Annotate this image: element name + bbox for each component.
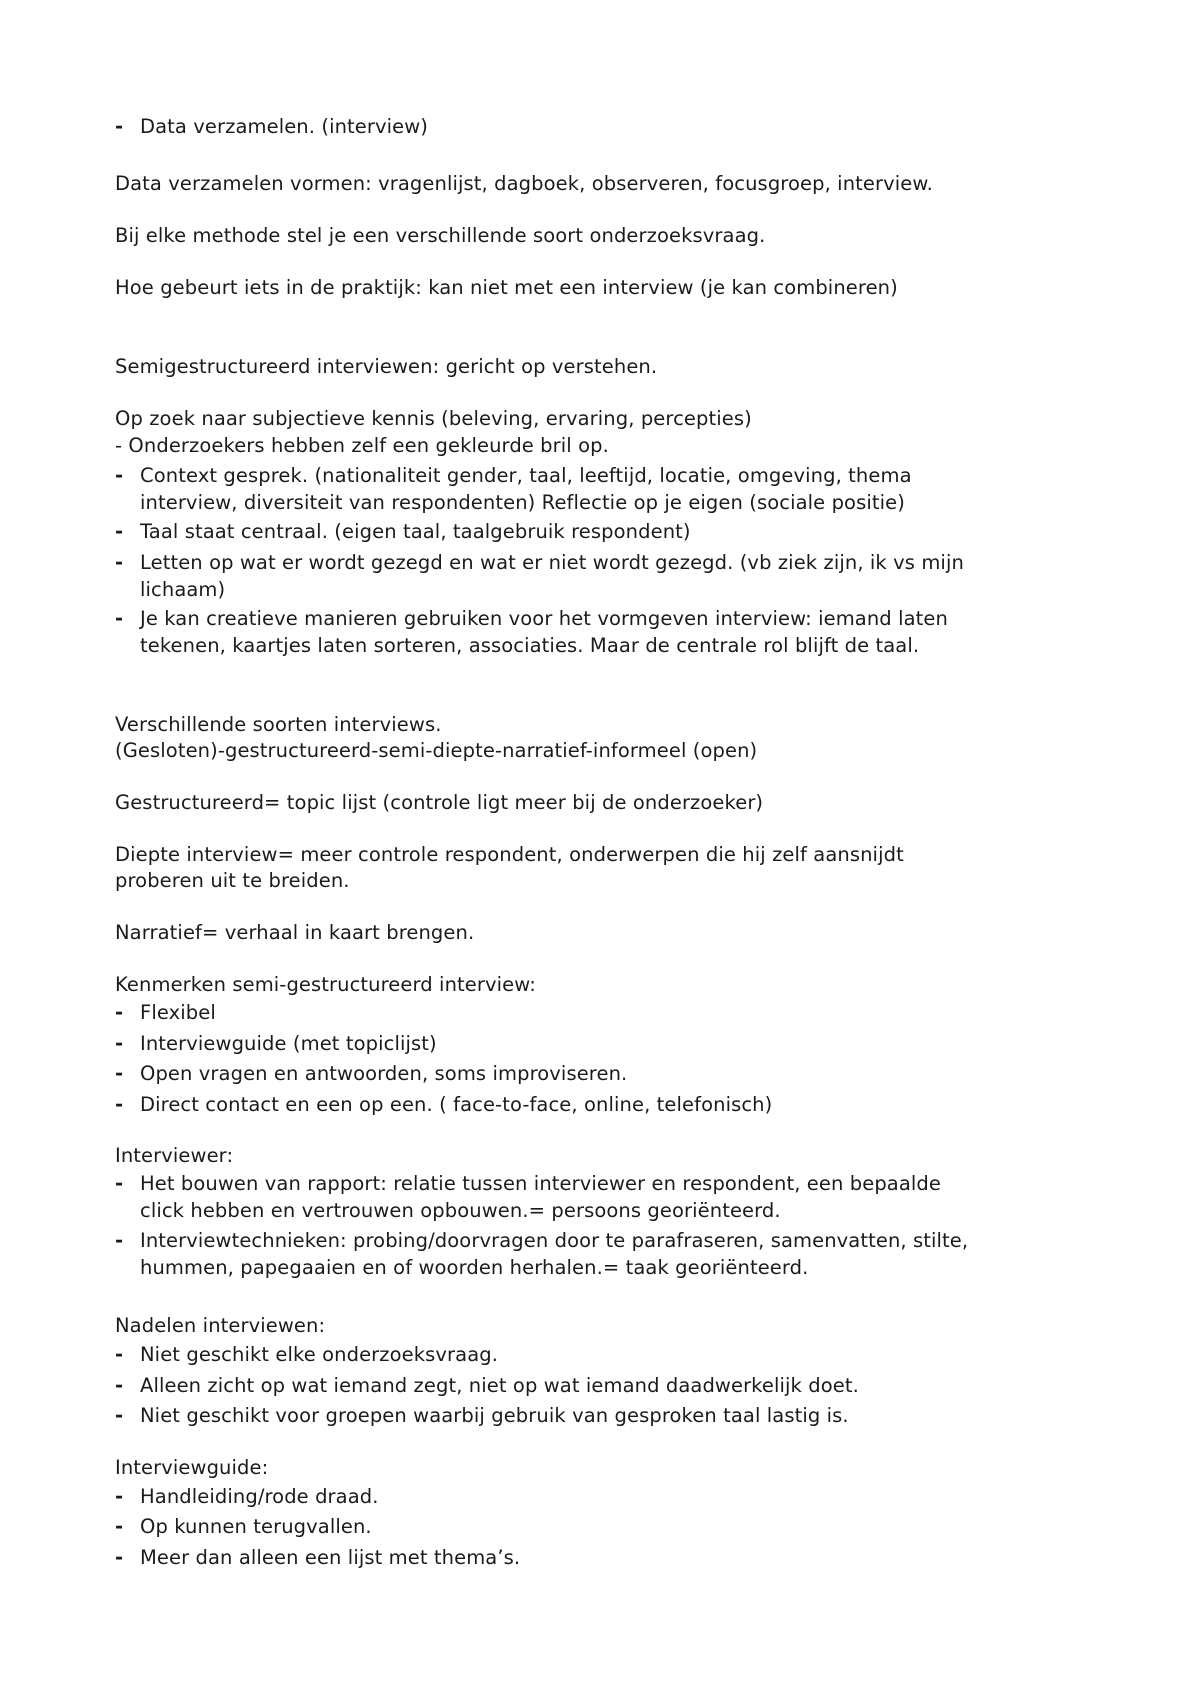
bullet-dash: -	[115, 551, 124, 574]
list-item	[115, 1091, 1095, 1118]
list-item-text: Flexibel	[140, 1001, 216, 1024]
list-item-text: Handleiding/rode draad.	[140, 1485, 379, 1508]
list-item-text: Letten op wat er wordt gezegd en wat er niet wordt gezegd. (vb ziek zijn, ik vs mijn lichaam)	[140, 551, 964, 601]
list-item-text: Meer dan alleen een lijst met thema’s.	[140, 1546, 521, 1569]
list-item-text: Niet geschikt voor groepen waarbij gebruik van gesproken taal lastig is.	[140, 1404, 849, 1427]
list-item-text: Op kunnen terugvallen.	[140, 1515, 372, 1538]
list-item-text: Open vragen en antwoorden, soms improviseren.	[140, 1062, 628, 1085]
bullet-dash: -	[115, 1515, 124, 1538]
list-item	[115, 1544, 1095, 1571]
list-item	[115, 1513, 1095, 1540]
list-item-text: Niet geschikt elke onderzoeksvraag.	[140, 1343, 499, 1366]
list-item	[115, 1227, 1095, 1281]
list-item	[115, 605, 1095, 659]
bullet-dash: -	[115, 1374, 124, 1397]
paragraph: Bij elke methode stel je een verschillende soort onderzoeksvraag.	[115, 224, 766, 247]
bullet-dash: -	[115, 1404, 124, 1427]
bullet-dash: -	[115, 607, 124, 630]
list-item	[115, 1341, 1095, 1368]
list-item-text: Het bouwen van rapport: relatie tussen interviewer en respondent, een bepaalde click hebben en vertrouwen opbouwen.= persoons georiënteerd.	[140, 1172, 941, 1222]
section-heading: Verschillende soorten interviews.	[115, 713, 442, 736]
section-heading: Interviewer:	[115, 1144, 234, 1167]
list-item-text: Alleen zicht op wat iemand zegt, niet op wat iemand daadwerkelijk doet.	[140, 1374, 859, 1397]
bullet-dash: -	[115, 1062, 124, 1085]
paragraph: Narratief= verhaal in kaart brengen.	[115, 921, 475, 944]
bullet-dash: -	[115, 1172, 124, 1195]
paragraph: Hoe gebeurt iets in de praktijk: kan niet met een interview (je kan combineren)	[115, 276, 898, 299]
bullet-dash: -	[115, 1229, 124, 1252]
list-item	[115, 113, 1095, 140]
list-item-text: Context gesprek. (nationaliteit gender, taal, leeftijd, locatie, omgeving, thema interview, diversiteit van respondenten) Reflectie op je eigen (sociale positie)	[140, 464, 912, 514]
list-item	[115, 518, 1095, 545]
section-heading: Kenmerken semi-gestructureerd interview:	[115, 973, 536, 996]
bullet-dash: -	[115, 115, 124, 138]
bullet-dash: -	[115, 464, 124, 487]
bullet-dash: -	[115, 1343, 124, 1366]
list-item-text: Taal staat centraal. (eigen taal, taalgebruik respondent)	[140, 520, 691, 543]
list-item	[115, 1402, 1095, 1429]
section-heading: Interviewguide:	[115, 1456, 269, 1479]
list-item	[115, 1170, 1095, 1224]
bullet-dash: -	[115, 1485, 124, 1508]
bullet-dash: -	[115, 520, 124, 543]
paragraph: - Onderzoekers hebben zelf een gekleurde bril op.	[115, 434, 609, 457]
paragraph: Gestructureerd= topic lijst (controle ligt meer bij de onderzoeker)	[115, 791, 764, 814]
list-item-text: Direct contact en een op een. ( face-to-face, online, telefonisch)	[140, 1093, 773, 1116]
bullet-dash: -	[115, 1032, 124, 1055]
list-item	[115, 1060, 1095, 1087]
paragraph: proberen uit te breiden.	[115, 869, 350, 892]
list-item	[115, 1372, 1095, 1399]
list-item-text: Data verzamelen. (interview)	[140, 115, 429, 138]
paragraph: Diepte interview= meer controle respondent, onderwerpen die hij zelf aansnijdt	[115, 843, 904, 866]
bullet-dash: -	[115, 1546, 124, 1569]
section-heading: Semigestructureerd interviewen: gericht op verstehen.	[115, 355, 658, 378]
list-item	[115, 462, 1095, 516]
bullet-dash: -	[115, 1001, 124, 1024]
list-item	[115, 1030, 1095, 1057]
paragraph: (Gesloten)-gestructureerd-semi-diepte-narratief-informeel (open)	[115, 739, 758, 762]
list-item-text: Interviewguide (met topiclijst)	[140, 1032, 437, 1055]
paragraph: Data verzamelen vormen: vragenlijst, dagboek, observeren, focusgroep, interview.	[115, 172, 933, 195]
paragraph: Op zoek naar subjectieve kennis (beleving, ervaring, percepties)	[115, 407, 752, 430]
bullet-dash: -	[115, 1093, 124, 1116]
section-heading: Nadelen interviewen:	[115, 1314, 326, 1337]
list-item	[115, 999, 1095, 1026]
list-item-text: Interviewtechnieken: probing/doorvragen door te parafraseren, samenvatten, stilte, hummen, papegaaien en of woorden herhalen.= taak georiënteerd.	[140, 1229, 969, 1279]
list-item-text: Je kan creatieve manieren gebruiken voor het vormgeven interview: iemand laten tekenen, kaartjes laten sorteren, associaties. Maar de centrale rol blijft de taal.	[140, 607, 948, 657]
list-item	[115, 1483, 1095, 1510]
list-item	[115, 549, 1095, 603]
